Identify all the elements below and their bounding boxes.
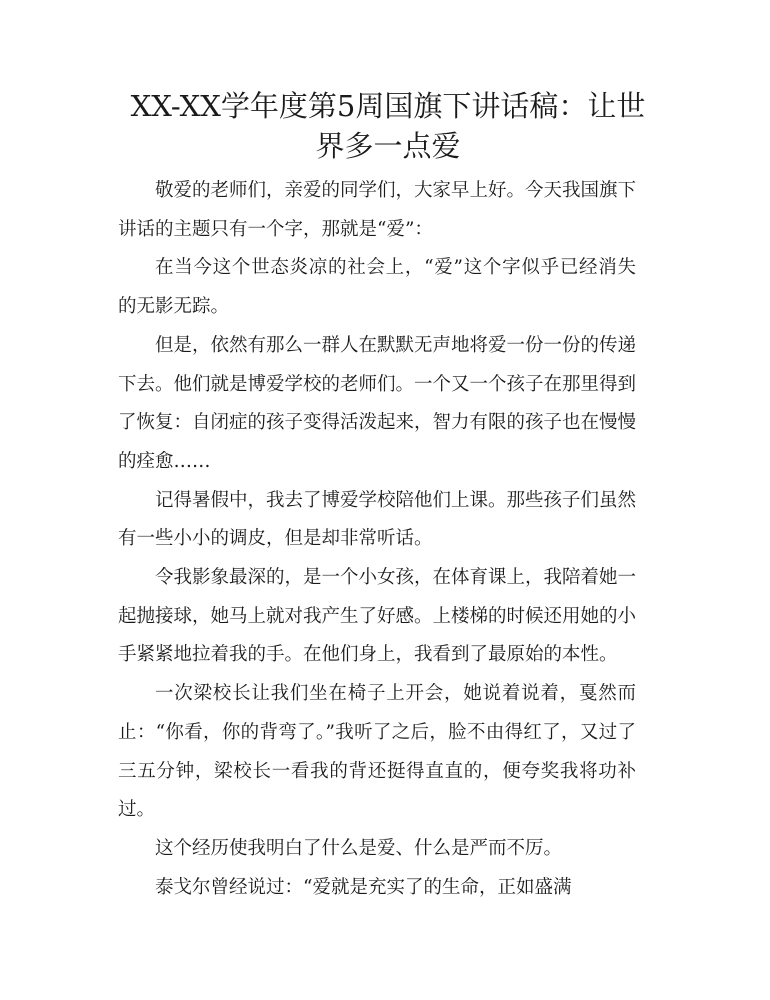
paragraph: 敬爱的老师们，亲爱的同学们，大家早上好。今天我国旗下讲话的主题只有一个字，那就是“爱”： xyxy=(118,180,637,240)
paragraph: 记得暑假中，我去了博爱学校陪他们上课。那些孩子们虽然有一些小小的调皮，但是却非常听话。 xyxy=(118,489,637,550)
paragraph: 泰戈尔曾经说过：“爱就是充实了的生命，正如盛满 xyxy=(155,876,572,898)
paragraph: 在当今这个世态炎凉的社会上，“爱”这个字似乎已经消失的无影无踪。 xyxy=(118,257,636,318)
document-title: XX-XX学年度第5周国旗下讲话稿：让世界多一点爱 xyxy=(130,89,646,163)
paragraph: 这个经历使我明白了什么是爱、什么是严而不厉。 xyxy=(155,837,563,859)
paragraph: 但是，依然有那么一群人在默默无声地将爱一份一份的传递下去。他们就是博爱学校的老师们。一个又一个孩子在那里得到了恢复：自闭症的孩子变得活泼起来，智力有限的孩子也在慢慢的痊愈…… xyxy=(118,334,637,472)
document-body xyxy=(118,172,636,907)
paragraph: 令我影象最深的，是一个小女孩，在体育课上，我陪着她一起抛接球，她马上就对我产生了好感。上楼梯的时候还用她的小手紧紧地拉着我的手。在他们身上，我看到了最原始的本性。 xyxy=(118,567,637,666)
paragraph: 一次梁校长让我们坐在椅子上开会，她说着说着，戛然而止：“你看，你的背弯了。”我听了之后，脸不由得红了，又过了三五分钟，梁校长一看我的背还挺得直直的，便夸奖我将功补过。 xyxy=(118,683,636,821)
